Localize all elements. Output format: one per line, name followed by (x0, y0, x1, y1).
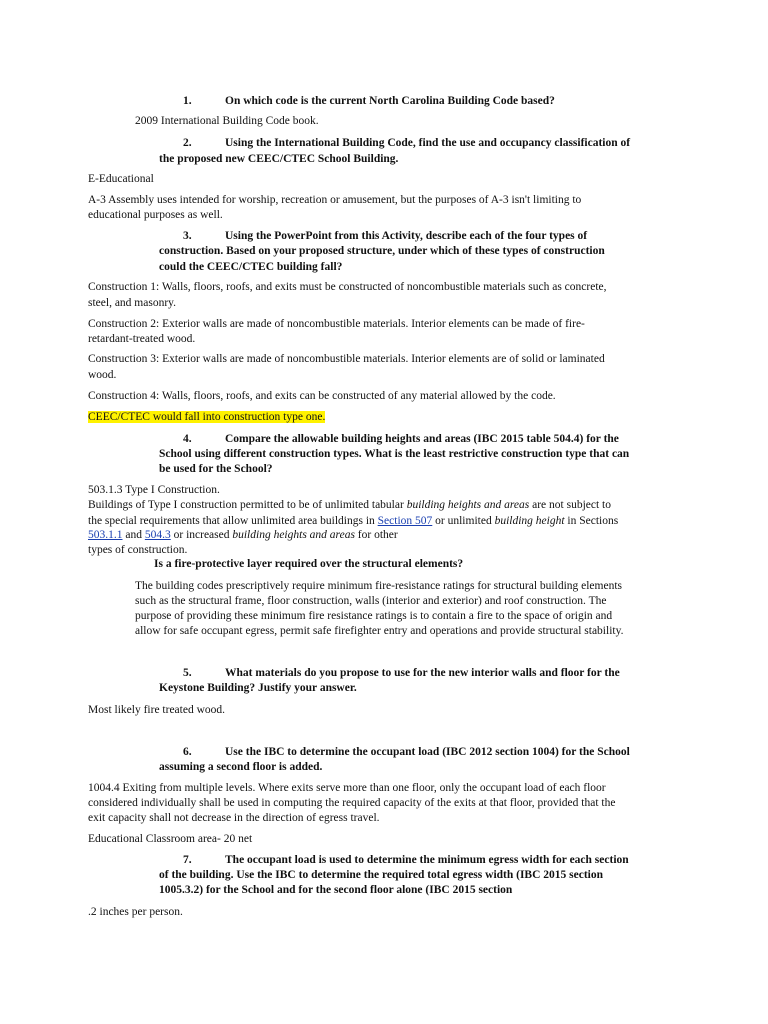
question-1 (183, 94, 555, 110)
text-run: are not subject to (529, 499, 612, 511)
question-2-line-2: the proposed new CEEC/CTEC School Building. (159, 153, 399, 165)
answer-4-title: 503.1.3 Type I Construction. (88, 484, 220, 496)
emphasis-text: building heights and areas (406, 499, 530, 511)
fire-layer-answer-line-3: purpose of providing these minimum fire resistance ratings is to contain a fire to the space of origin and (135, 610, 613, 622)
text-run: Buildings of Type I construction permitted to be of unlimited tabular (88, 499, 407, 511)
question-7-line-2: of the building. Use the IBC to determine the required total egress width (IBC 2015 section (159, 869, 604, 881)
text-run: or unlimited (432, 515, 495, 527)
emphasis-text: building heights and areas (232, 529, 355, 541)
question-text: What materials do you propose to use for the new interior walls and floor for the (225, 667, 620, 679)
answer-4-line-1 (88, 498, 611, 514)
construction-1-line-2: steel, and masonry. (88, 297, 177, 309)
question-text: Using the PowerPoint from this Activity, describe each of the four types of (225, 230, 588, 242)
fire-layer-answer-line-1: The building codes prescriptively require minimum fire-resistance ratings for structural building elements (135, 580, 623, 592)
question-number: 4. (183, 433, 192, 445)
answer-4-line-4: types of construction. (88, 544, 188, 556)
question-7 (183, 853, 629, 869)
question-text: Compare the allowable building heights and areas (IBC 2015 table 504.4) for the (225, 433, 619, 445)
question-text: The occupant load is used to determine the minimum egress width for each section (225, 854, 629, 866)
section-507-link[interactable]: Section 507 (377, 515, 433, 527)
question-4 (183, 432, 619, 448)
text-run: or increased (170, 529, 233, 541)
question-7-line-3: 1005.3.2) for the School and for the second floor alone (IBC 2015 section (159, 884, 513, 896)
answer-1: 2009 International Building Code book. (135, 115, 319, 127)
question-text: On which code is the current North Carolina Building Code based? (225, 95, 555, 107)
construction-1-line-1: Construction 1: Walls, floors, roofs, and exits must be constructed of noncombustible materials such as concrete, (88, 281, 607, 293)
question-number: 5. (183, 667, 192, 679)
answer-6b: Educational Classroom area- 20 net (88, 833, 253, 845)
construction-2-line-1: Construction 2: Exterior walls are made of noncombustible materials. Interior elements can be made of fire- (88, 318, 585, 330)
question-number: 7. (183, 854, 192, 866)
section-503-1-1-link[interactable]: 503.1.1 (88, 529, 123, 541)
fire-layer-answer-line-2: such as the structural frame, floor construction, walls (interior and exterior) and roof construction. The (135, 595, 607, 607)
text-run: the special requirements that allow unlimited area buildings in (88, 515, 378, 527)
question-4-line-3: be used for the School? (159, 463, 273, 475)
answer-2-line-2: educational purposes as well. (88, 209, 223, 221)
construction-2-line-2: retardant-treated wood. (88, 333, 196, 345)
answer-5: Most likely fire treated wood. (88, 704, 226, 716)
question-number: 2. (183, 137, 192, 149)
question-3-line-3: could the CEEC/CTEC building fall? (159, 261, 343, 273)
question-number: 3. (183, 230, 192, 242)
section-504-3-link[interactable]: 504.3 (144, 529, 171, 541)
question-6-line-2: assuming a second floor is added. (159, 761, 323, 773)
answer-6-line-1: 1004.4 Exiting from multiple levels. Where exits serve more than one floor, only the occupant load of each floor (88, 782, 606, 794)
question-number: 1. (183, 95, 192, 107)
question-3 (183, 229, 587, 245)
fire-layer-question: Is a fire-protective layer required over the structural elements? (154, 558, 464, 570)
emphasis-text: building height (494, 515, 565, 527)
answer-4-line-3 (88, 528, 398, 544)
fire-layer-answer-line-4: allow for safe occupant egress, permit safe firefighter entry and operations and provide structural stability. (135, 625, 624, 637)
text-run: and (122, 529, 145, 541)
question-6 (183, 745, 630, 761)
question-text: Use the IBC to determine the occupant load (IBC 2012 section 1004) for the School (225, 746, 630, 758)
question-5-line-2: Keystone Building? Justify your answer. (159, 682, 357, 694)
question-5 (183, 666, 620, 682)
answer-3-highlight (88, 410, 325, 426)
question-number: 6. (183, 746, 192, 758)
answer-2-title: E-Educational (88, 173, 154, 185)
construction-4: Construction 4: Walls, floors, roofs, and exits can be constructed of any material allowed by the code. (88, 390, 556, 402)
answer-6-line-2: considered individually shall be used in computing the required capacity of the exits at that floor, provided that the (88, 797, 616, 809)
highlighted-text: CEEC/CTEC would fall into construction type one. (88, 411, 326, 423)
answer-6-line-3: exit capacity shall not decrease in the direction of egress travel. (88, 812, 380, 824)
question-3-line-2: construction. Based on your proposed structure, under which of these types of construction (159, 245, 605, 257)
answer-7: .2 inches per person. (88, 906, 183, 918)
construction-3-line-1: Construction 3: Exterior walls are made of noncombustible materials. Interior elements are of solid or laminated (88, 353, 605, 365)
construction-3-line-2: wood. (88, 369, 117, 381)
question-2 (183, 136, 630, 152)
question-text: Using the International Building Code, find the use and occupancy classification of (225, 137, 631, 149)
text-run: in Sections (564, 515, 619, 527)
text-run: for other (354, 529, 398, 541)
answer-2-line-1: A-3 Assembly uses intended for worship, recreation or amusement, but the purposes of A-3 isn't limiting to (88, 194, 582, 206)
question-4-line-2: School using different construction types. What is the least restrictive construction type that can (159, 448, 630, 460)
